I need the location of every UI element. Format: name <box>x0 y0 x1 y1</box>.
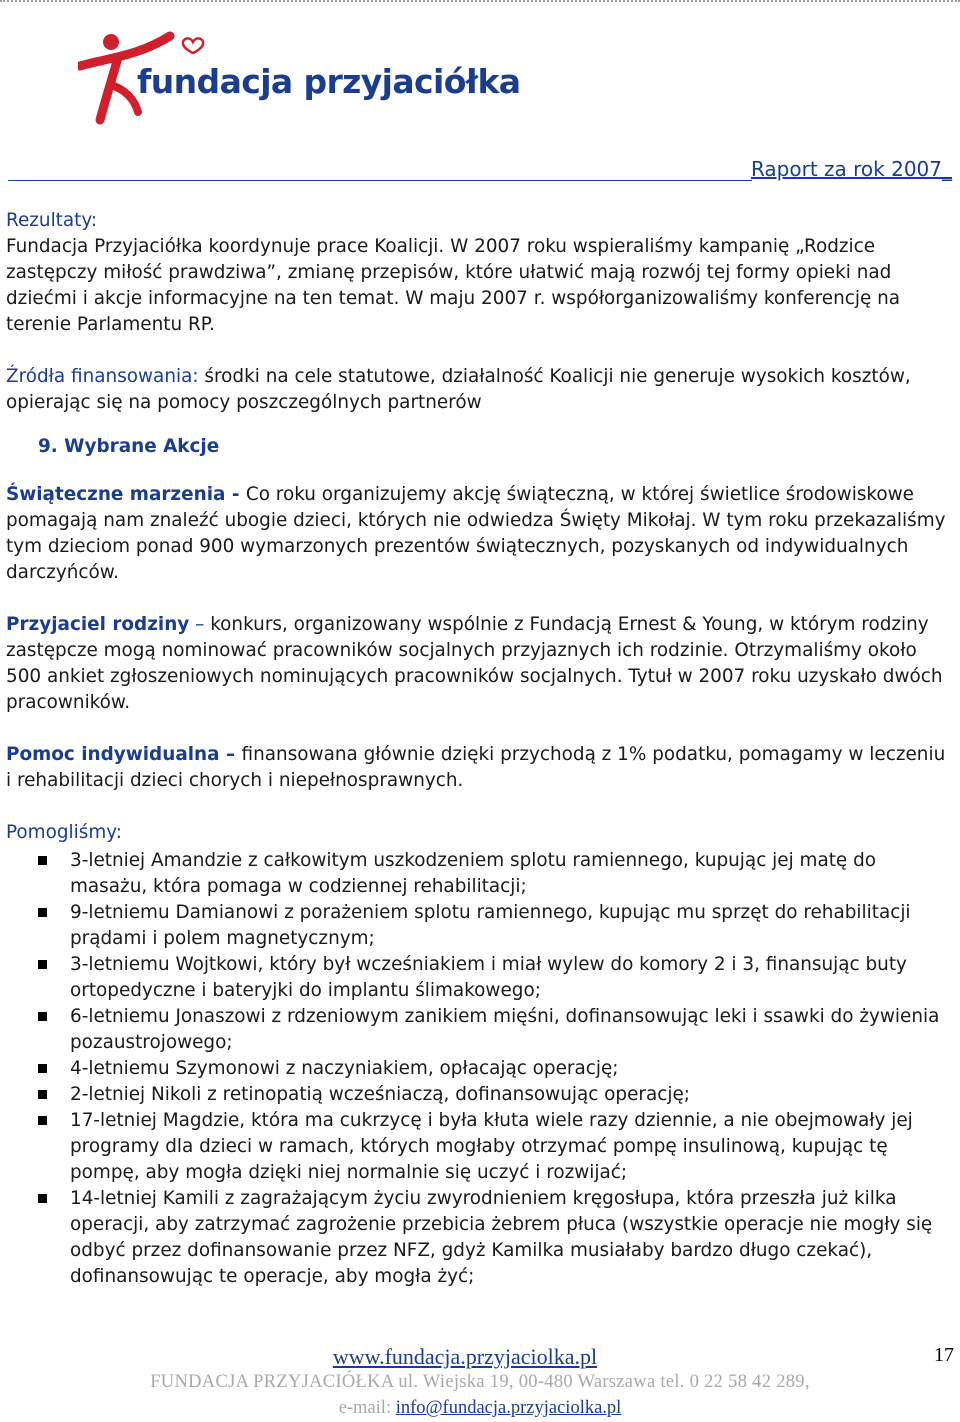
action-title: Przyjaciel rodziny <box>6 614 190 635</box>
list-item: 4-letniemu Szymonowi z naczyniakiem, opłacając operację; <box>6 1056 952 1082</box>
section-heading: 9. Wybrane Akcje <box>38 436 220 457</box>
action-text: Co roku organizujemy akcję świąteczną, w której świetlice środowiskowe pomagają nam znaleźć ubogie dzieci, których nie odwiedza Święty Mikołaj. W tym roku przekazaliśmy tym dzieciom ponad 900 wymarzonych prezentów świątecznych, pozyskanych od indywidualnych darczyńców. <box>6 484 946 583</box>
action-text: finansowana głównie dzięki przychodą z 1% podatku, pomagamy w leczeniu i rehabilitacji dzieci chorych i niepełnosprawnych. <box>6 744 946 791</box>
footer-address: FUNDACJA PRZYJACIÓŁKA ul. Wiejska 19, 00-480 Warszawa tel. 0 22 58 42 289, <box>150 1372 810 1392</box>
action-individual-help <box>6 742 952 794</box>
action-title: Pomoc indywidualna <box>6 744 220 765</box>
page-number: 17 <box>934 1344 954 1366</box>
logo-text: fundacja przyjaciółka <box>137 62 521 101</box>
action-title: Świąteczne marzenia - <box>6 484 246 505</box>
foundation-logo <box>78 28 521 138</box>
list-item: 9-letniemu Damianowi z porażeniem splotu ramiennego, kupując mu sprzęt do rehabilitacji prądami i polem magnetycznym; <box>6 900 952 952</box>
action-family-friend <box>6 612 952 716</box>
list-item: 6-letniemu Jonaszowi z rdzeniowym zanikiem mięśni, dofinansowując leki i ssawki do żywienia pozaustrojowego; <box>6 1004 952 1056</box>
action-christmas <box>6 482 952 586</box>
bullet-square-icon <box>38 1064 47 1073</box>
bullet-square-icon <box>38 1090 47 1099</box>
bullet-square-icon <box>38 960 47 969</box>
bullet-square-icon <box>38 1012 47 1021</box>
list-item: 14-letniej Kamili z zagrażającym życiu zwyrodnieniem kręgosłupa, która przeszła już kilka operacji, aby zatrzymać zagrożenie przebicia żebrem płuca (wszystkie operacje nie mogły się odbyć przez dofinansowanie przez NFZ, gdyż Kamilka musiałaby bardzo długo czekać), dofinansowując te operacje, aby mogła żyć; <box>6 1186 952 1290</box>
report-title: Raport za rok 2007_ <box>750 157 952 181</box>
list-item: 3-letniej Amandzie z całkowitym uszkodzeniem splotu ramiennego, kupując jej matę do masażu, która pomaga w codziennej rehabilitacji; <box>6 848 952 900</box>
footer-email-line <box>0 1398 960 1419</box>
header-rule <box>8 180 752 181</box>
action-dash: – <box>189 614 211 635</box>
footer-website-link[interactable]: www.fundacja.przyjaciolka.pl <box>332 1344 598 1369</box>
funding-label: Źródła finansowania: <box>6 366 199 387</box>
helped-list <box>6 848 952 1290</box>
funding-paragraph <box>6 364 952 416</box>
action-text: konkurs, organizowany wspólnie z Fundacją Ernest & Young, w którym rodziny zastępcze mogą nominować pracowników socjalnych przyjaznych ich rodzinie. Otrzymaliśmy około 500 ankiet zgłoszeniowych nominujących pracowników socjalnych. Tytuł w 2007 roku uzyskało dwóch pracowników. <box>6 614 943 713</box>
bullet-square-icon <box>38 908 47 917</box>
results-text: Fundacja Przyjaciółka koordynuje prace Koalicji. W 2007 roku wspieraliśmy kampanię „Rodzice zastępczy miłość prawdziwa”, zmianę przepisów, które ułatwić mają rozwój tej formy opieki nad dziećmi i akcje informacyjne na ten temat. W maju 2007 r. współorganizowaliśmy konferencję na terenie Parlamentu RP. <box>6 236 901 335</box>
results-label: Rezultaty: <box>6 210 98 231</box>
helped-label: Pomogliśmy: <box>6 822 122 843</box>
main-content <box>6 208 952 1290</box>
list-item: 2-letniej Nikoli z retinopatią wcześniaczą, dofinansowując operację; <box>6 1082 952 1108</box>
list-item: 17-letniej Magdzie, która ma cukrzycę i była kłuta wiele razy dziennie, a nie obejmowały jej programy dla dzieci w ramach, których mogłaby otrzymać pompę insulinową, kupując tę pompę, aby mogła dzięki niej normalnie się uczyć i rozwijać; <box>6 1108 952 1186</box>
bullet-square-icon <box>38 1194 47 1203</box>
top-dotted-rule <box>0 0 960 5</box>
bullet-square-icon <box>38 1116 47 1125</box>
bullet-square-icon <box>38 856 47 865</box>
list-item: 3-letniemu Wojtkowi, który był wcześniakiem i miał wylew do komory 2 i 3, finansując buty ortopedyczne i bateryjki do implantu ślimakowego; <box>6 952 952 1004</box>
funding-text: środki na cele statutowe, działalność Koalicji nie generuje wysokich kosztów, opierając się na pomocy poszczególnych partnerów <box>6 366 911 413</box>
email-label: e-mail: <box>338 1398 396 1418</box>
footer-email-link[interactable]: info@fundacja.przyjaciolka.pl <box>395 1398 622 1418</box>
action-dash: – <box>219 744 242 765</box>
